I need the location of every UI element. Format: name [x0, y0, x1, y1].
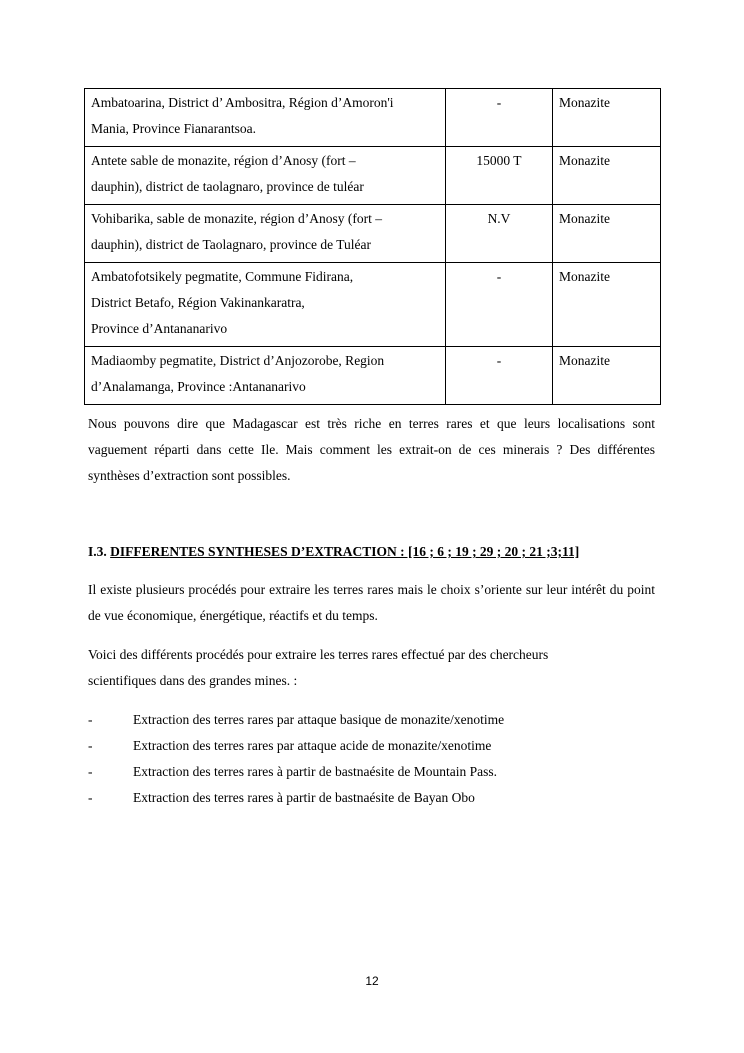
location-line: District Betafo, Région Vakinankaratra, — [91, 295, 305, 310]
section-number: I.3. — [88, 544, 111, 559]
paragraph-line: scientifiques dans des grandes mines. : — [88, 673, 298, 688]
list-item-text: Extraction des terres rares à partir de bastnaésite de Bayan Obo — [133, 790, 475, 805]
list-item-text: Extraction des terres rares par attaque basique de monazite/xenotime — [133, 712, 505, 727]
table-row — [85, 205, 661, 263]
mineral-cell: Monazite — [553, 89, 661, 147]
location-line: Mania, Province Fianarantsoa. — [91, 121, 256, 136]
list-item-text: Extraction des terres rares à partir de bastnaésite de Mountain Pass. — [133, 764, 497, 779]
location-line: Vohibarika, sable de monazite, région d’Anosy (fort – — [91, 211, 383, 226]
mineral-cell: Monazite — [553, 147, 661, 205]
quantity-cell: - — [446, 89, 553, 147]
list-dash: - — [88, 712, 93, 727]
deposits-table — [84, 88, 661, 405]
quantity-cell: N.V — [446, 205, 553, 263]
quantity-cell: 15000 T — [446, 147, 553, 205]
page-number: 12 — [365, 974, 379, 988]
paragraph-line: Voici des différents procédés pour extraire les terres rares effectué par des chercheurs — [88, 647, 549, 662]
location-cell — [85, 205, 446, 263]
location-line: Antete sable de monazite, région d’Anosy (fort – — [91, 153, 356, 168]
list-item — [88, 759, 648, 785]
location-cell — [85, 263, 446, 347]
location-line: d’Analamanga, Province :Antananarivo — [91, 379, 306, 394]
location-cell — [85, 89, 446, 147]
location-cell — [85, 147, 446, 205]
location-line: Madiaomby pegmatite, District d’Anjozorobe, Region — [91, 353, 385, 368]
mineral-cell: Monazite — [553, 263, 661, 347]
mineral-cell: Monazite — [553, 347, 661, 405]
list-item — [88, 785, 648, 811]
list-item-text: Extraction des terres rares par attaque acide de monazite/xenotime — [133, 738, 492, 753]
table-row — [85, 347, 661, 405]
list-dash: - — [88, 764, 93, 779]
processes-paragraph: Il existe plusieurs procédés pour extraire les terres rares mais le choix s’oriente sur leur intérêt du point de vue économique, énergétique, réactifs et du temps. — [88, 582, 655, 623]
location-line: dauphin), district de Taolagnaro, province de Tuléar — [91, 237, 371, 252]
quantity-cell: - — [446, 347, 553, 405]
list-item — [88, 707, 648, 733]
mineral-cell: Monazite — [553, 205, 661, 263]
table-row — [85, 147, 661, 205]
methods-list — [88, 707, 648, 811]
location-line: Province d’Antananarivo — [91, 321, 228, 336]
intro-paragraph: Nous pouvons dire que Madagascar est très riche en terres rares et que leurs localisations sont vaguement réparti dans cette Ile. Mais comment les extrait-on de ces minerais ? Des différentes synthèses d’extraction sont possibles. — [88, 416, 655, 483]
section-title: DIFFERENTES SYNTHESES D’EXTRACTION : [16 ; 6 ; 19 ; 29 ; 20 ; 21 ;3;11] — [110, 544, 580, 559]
table-row — [85, 89, 661, 147]
location-line: Ambatofotsikely pegmatite, Commune Fidirana, — [91, 269, 354, 284]
section-heading — [88, 541, 579, 563]
quantity-cell: - — [446, 263, 553, 347]
location-line: dauphin), district de taolagnaro, province de tuléar — [91, 179, 364, 194]
list-item — [88, 733, 648, 759]
methods-intro-paragraph — [88, 642, 655, 694]
list-dash: - — [88, 738, 93, 753]
table-row — [85, 263, 661, 347]
list-dash: - — [88, 790, 93, 805]
location-line: Ambatoarina, District d’ Ambositra, Région d’Amoron'i — [91, 95, 394, 110]
location-cell — [85, 347, 446, 405]
